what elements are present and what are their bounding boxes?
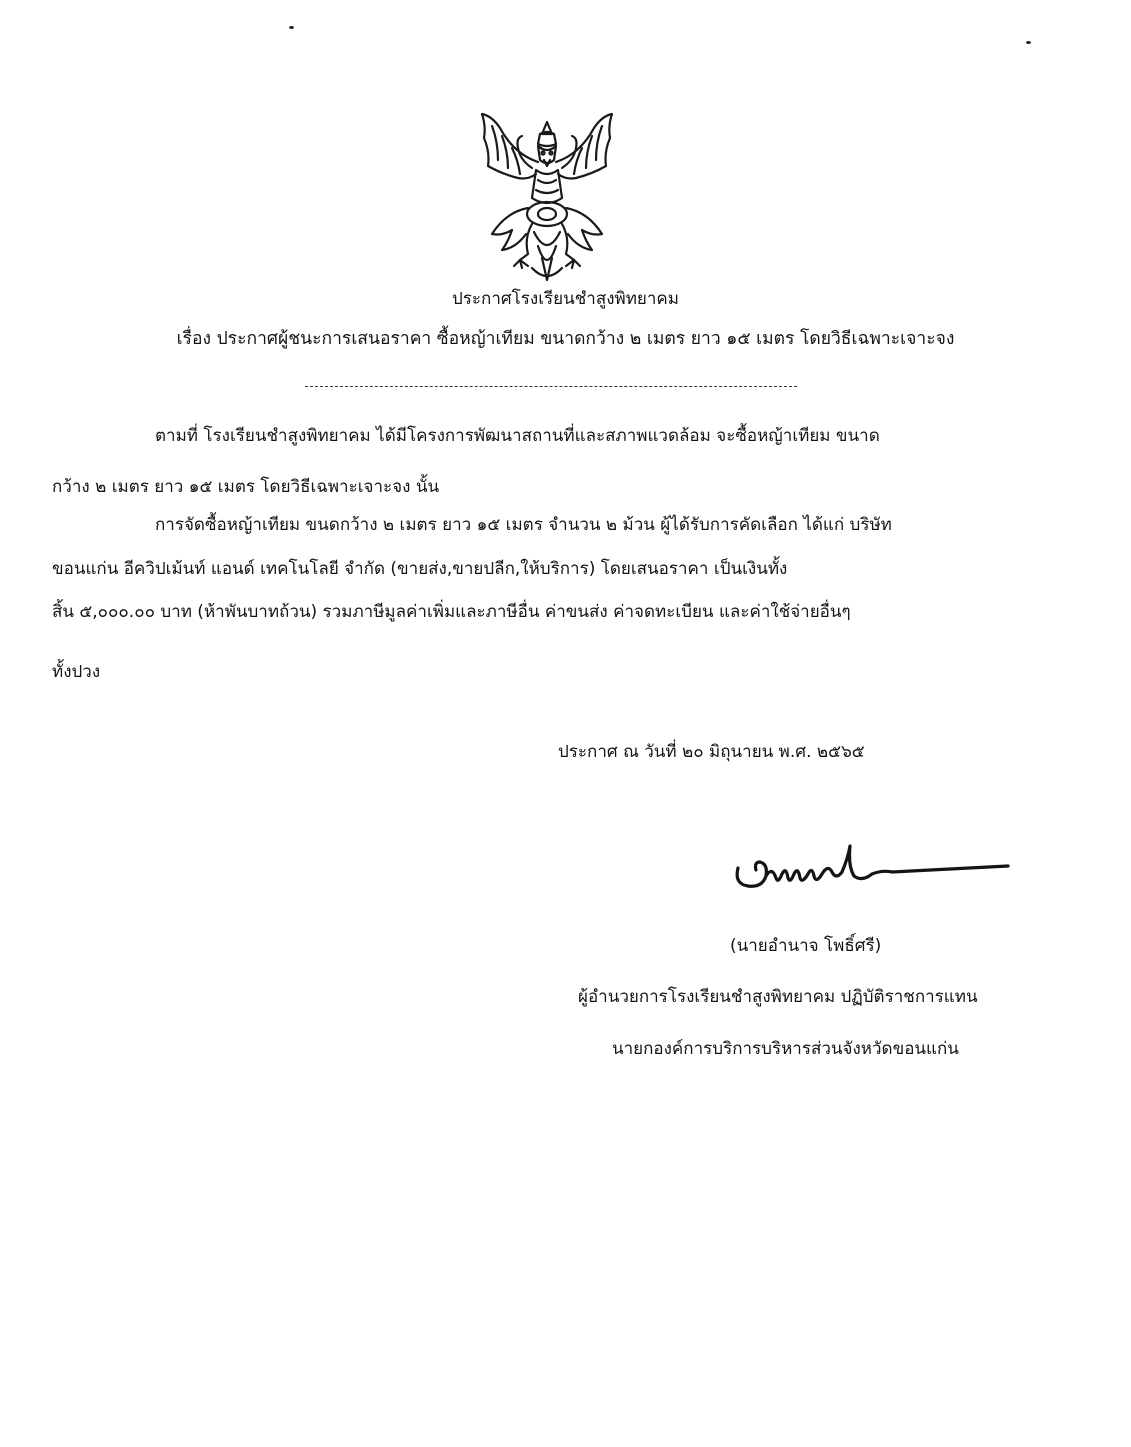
announcement-subject: เรื่อง ประกาศผู้ชนะการเสนอราคา ซื้อหญ้าเทียม ขนาดกว้าง ๒ เมตร ยาว ๑๕ เมตร โดยวิธีเฉพาะเจาะจง [176, 329, 955, 349]
body-paragraph-2-line-3: สิ้น ๕,๐๐๐.๐๐ บาท (ห้าพันบาทถ้วน) รวมภาษีมูลค่าเพิ่มและภาษีอื่น ค่าขนส่ง ค่าจดทะเบียน และค่าใช้จ่ายอื่นๆ [52, 602, 851, 622]
signer-name: (นายอำนาจ โพธิ์ศรี) [730, 936, 882, 956]
body-paragraph-1-line-1: ตามที่ โรงเรียนชำสูงพิทยาคม ได้มีโครงการพัฒนาสถานที่และสภาพแวดล้อม จะซื้อหญ้าเทียม ขนาด [155, 426, 880, 446]
scan-speck [1026, 41, 1031, 44]
body-paragraph-2-line-4: ทั้งปวง [52, 662, 101, 682]
body-paragraph-1-line-2: กว้าง ๒ เมตร ยาว ๑๕ เมตร โดยวิธีเฉพาะเจาะจง นั้น [52, 477, 440, 497]
scan-speck [289, 26, 294, 29]
signer-position-line-2: นายกองค์การบริการบริหารส่วนจังหวัดขอนแก่น [612, 1039, 959, 1059]
body-paragraph-2-line-2: ขอนแก่น อีควิปเม้นท์ แอนด์ เทคโนโลยี จำกัด (ขายส่ง,ขายปลีก,ให้บริการ) โดยเสนอราคา เป็นเงินทั้ง [52, 559, 788, 579]
garuda-emblem-icon [462, 108, 632, 286]
divider-line [305, 386, 797, 387]
signer-position-line-1: ผู้อำนวยการโรงเรียนชำสูงพิทยาคม ปฏิบัติราชการแทน [578, 987, 978, 1007]
signature-icon [732, 840, 1012, 900]
announcement-date: ประกาศ ณ วันที่ ๒๐ มิถุนายน พ.ศ. ๒๕๖๕ [558, 742, 865, 762]
body-paragraph-2-line-1: การจัดซื้อหญ้าเทียม ขนดกว้าง ๒ เมตร ยาว ๑๕ เมตร จำนวน ๒ ม้วน ผู้ได้รับการคัดเลือก ได้แก่ บริษัท [155, 515, 892, 535]
page-title: ประกาศโรงเรียนชำสูงพิทยาคม [451, 289, 680, 309]
